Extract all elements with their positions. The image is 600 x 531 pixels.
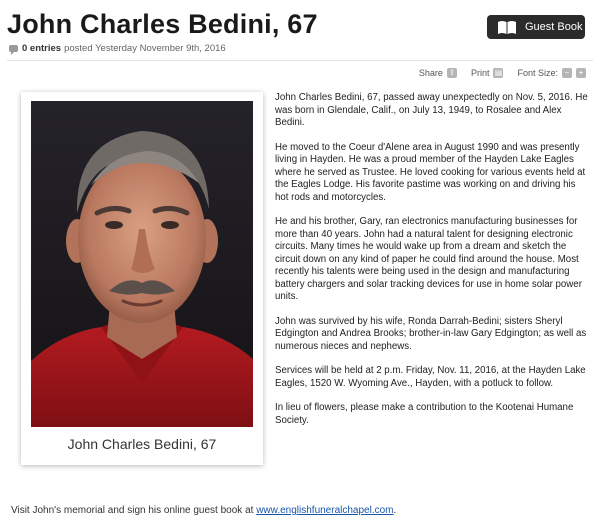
paragraph: In lieu of flowers, please make a contribution to the Kootenai Humane Society.: [275, 402, 574, 426]
print-label[interactable]: Print: [470, 68, 490, 78]
post-meta: [9, 43, 226, 54]
guest-book-label: Guest Book: [525, 21, 583, 33]
memorial-footer: [11, 505, 396, 516]
paragraph: He moved to the Coeur d'Alene area in August 1990 and was presently living in Hayden. He was a proud member of the Hayden Lake Eagles where he served as Trustee. He loved cooking for various events held at the Eagles Lodge. His favorite pastime was working on and driving his hot rods and motorcycles.: [275, 141, 586, 203]
book-icon: [497, 20, 517, 35]
font-decrease-icon[interactable]: −: [562, 68, 572, 78]
funeral-chapel-link[interactable]: www.englishfuneralchapel.com: [256, 505, 394, 516]
portrait-photo: [31, 101, 253, 427]
paragraph: He and his brother, Gary, ran electronics manufacturing businesses for more than 40 years. John had a natural talent for designing electronic circuits. Many times he would wake up from a dream and sketch the circuit down on any kind of paper he could find around the house. Most recently his talents were being used in the design and manufacturing battery chargers and solar tracking devices for use in home solar power units.: [275, 216, 582, 302]
footer-suffix: .: [393, 505, 397, 516]
photo-caption: John Charles Bedini, 67: [67, 436, 217, 452]
share-label[interactable]: Share: [418, 68, 443, 78]
paragraph: John Charles Bedini, 67, passed away unexpectedly on Nov. 5, 2016. He was born in Glendale, Calif., on July 13, 1949, to Rosalee and Alex Bedini.: [275, 92, 588, 128]
page-title: John Charles Bedini, 67: [7, 9, 318, 39]
posted-date: posted Yesterday November 9th, 2016: [64, 43, 226, 54]
print-icon[interactable]: ▤: [494, 68, 503, 77]
obituary-text: [275, 92, 589, 427]
paragraph: John was survived by his wife, Ronda Darrah-Bedini; sisters Sheryl Edgington and Andrea Brooks; brother-in-law Gary Edgington; as well as numerous nieces and nephews.: [275, 315, 587, 352]
font-size-label: Font Size:: [517, 68, 558, 78]
header-divider: [7, 60, 593, 61]
footer-text: Visit John's memorial and sign his online guest book at: [11, 505, 257, 516]
portrait-illustration: [31, 101, 253, 427]
article-tools: [419, 68, 586, 78]
entries-count[interactable]: 0 entries: [22, 43, 62, 54]
font-increase-icon[interactable]: +: [576, 68, 586, 78]
paragraph: Services will be held at 2 p.m. Friday, Nov. 11, 2016, at the Hayden Lake Eagles, 1520 W. Wyoming Ave., Hayden, with a potluck to follow.: [275, 365, 586, 389]
obituary-photo-card: [21, 92, 263, 465]
share-icon[interactable]: ⇪: [448, 68, 456, 77]
comment-bubble-icon: [9, 45, 18, 52]
guest-book-button[interactable]: [487, 15, 585, 39]
